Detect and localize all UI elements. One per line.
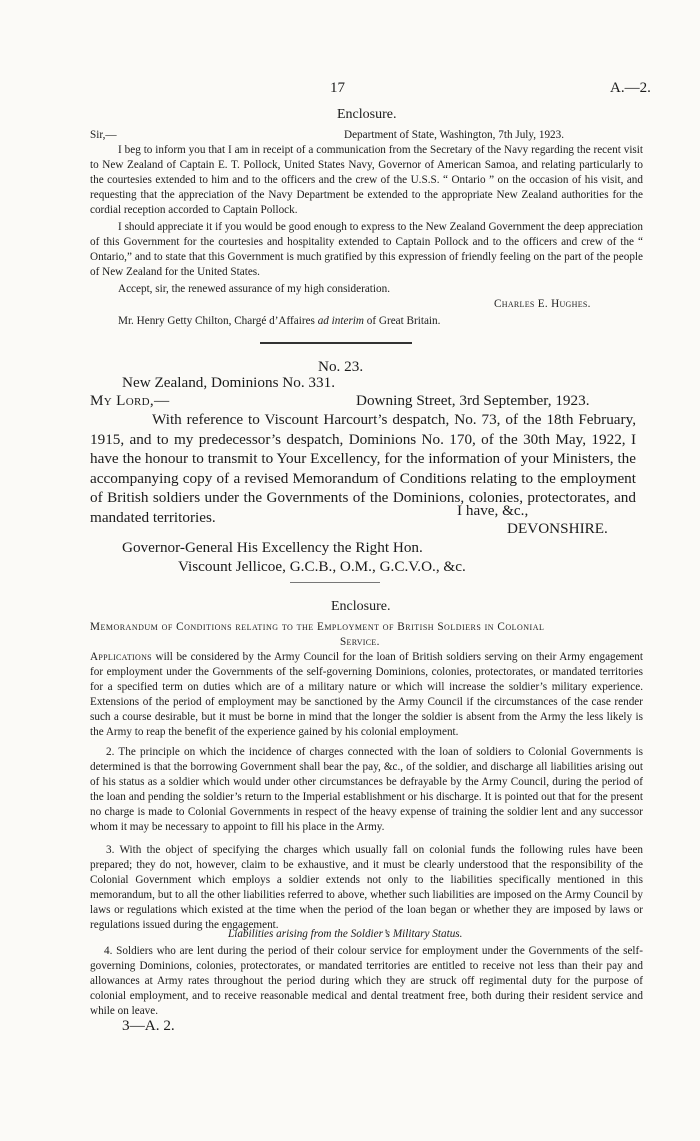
despatch-number: No. 23.	[318, 358, 364, 375]
memo-title-line2: Service.	[340, 636, 380, 648]
short-divider	[290, 582, 380, 583]
memo-paragraph-1	[90, 650, 643, 740]
despatch-addressee-line2: Viscount Jellicoe, G.C.B., O.M., G.C.V.O., &c.	[178, 558, 466, 575]
despatch-reference: New Zealand, Dominions No. 331.	[122, 374, 336, 391]
despatch-signature: DEVONSHIRE.	[507, 520, 608, 537]
addressee-text: Mr. Henry Getty Chilton, Chargé d’Affaires	[118, 315, 318, 327]
memo-paragraph-3: 3. With the object of specifying the charges which usually fall on colonial funds the following rules have been prepared; they do not, however, claim to be exhaustive, and it must be clearly understood that the responsibility of the Colonial Government which employs a soldier extends not only to the liabilities specifically mentioned in this memorandum, but to all the other liabilities referred to above, whether such liabilities are imposed on the Army Council by laws or regulations which existed at the time when the period of the loan began or whether they are imposed by laws or regulations issued during the engagement.	[90, 844, 643, 931]
letter-paragraph-2: I should appreciate it if you would be good enough to express to the New Zealand Government the deep appreciation of this Government for the courtesies and hospitality extended to Captain Pollock and to the officers and crew of the “ Ontario,” and to state that this Government is much gratified by this expression of friendly feeling on the part of the people of New Zealand for the United States.	[90, 221, 643, 278]
page-reference: A.—2.	[610, 80, 651, 96]
enclosure-heading: Enclosure.	[337, 107, 397, 122]
memo-paragraph-2: 2. The principle on which the incidence of charges connected with the loan of soldiers to Colonial Governments is determined is that the borrowing Government shall bear the pay, &c., of the soldier, and discharge all liabilities arising out of his status as a soldier which would under other circumstances be defrayable by the Army Council, during the period of the loan and pending the soldier’s return to the Imperial establishment or his discharge. It is pointed out that for the present no charge is made to Colonial Governments in respect of the heavy expense of training the soldier lent and any successor whom it may be necessary to appoint to fill his place in the Army.	[90, 746, 643, 833]
memo-paragraph-1-text: will be considered by the Army Council for the loan of British soldiers serving on their Army engagement for employment under the Governments of the self-governing Dominions, colonies, protectorates, or mandated territories for a specified term on duties which are of a military nature or which will increase the soldier’s military experience. Extensions of the period of employment may be sanctioned by the Army Council if the circumstances of the case render such a course desirable, but it must be borne in mind that the longer the soldier is absent from the Army the less likely is the Army to reap the benefit of the experience gained by his colonial employment.	[90, 651, 643, 738]
despatch-body: With reference to Viscount Harcourt’s despatch, No. 73, of the 18th February, 1915, and to my predecessor’s despatch, Dominions No. 170, of the 30th May, 1922, I have the honour to transmit to Your Excellency, for the information of your Ministers, the accompanying copy of a revised Memorandum of Conditions relating to the employment of British soldiers under the Governments of the Dominions, colonies, protectorates, and mandated territories.	[90, 411, 636, 526]
memo-enclosure-heading: Enclosure.	[331, 599, 391, 614]
letter-paragraph-1: I beg to inform you that I am in receipt of a communication from the Secretary of the Navy regarding the recent visit to New Zealand of Captain E. T. Pollock, United States Navy, Governor of American Samoa, and relating particularly to the courtesies extended to him and to the officers and the crew of the U.S.S. “ Ontario ” on the occasion of his visit, and requesting that the appreciation of the Navy Department be extended to the appropriate New Zealand authorities for the cordial reception accorded to Captain Pollock.	[90, 144, 643, 216]
despatch-closing: I have, &c.,	[457, 502, 529, 519]
addressee-suffix: of Great Britain.	[364, 315, 441, 327]
memo-title-line1: Memorandum of Conditions relating to the Employment of British Soldiers in Colonial	[90, 621, 545, 633]
despatch-salutation: My Lord,—	[90, 392, 170, 409]
letter-address-date: Department of State, Washington, 7th July, 1923.	[344, 129, 565, 141]
letter-signature: Charles E. Hughes.	[494, 298, 591, 310]
letter-addressee	[118, 314, 440, 329]
memo-subheading: Liabilities arising from the Soldier’s Military Status.	[228, 928, 463, 940]
addressee-italic: ad interim	[317, 315, 364, 327]
letter-salutation: Sir,—	[90, 129, 117, 141]
section-divider	[260, 342, 412, 344]
printer-signature-mark: 3—A. 2.	[122, 1017, 175, 1034]
memo-paragraph-4: 4. Soldiers who are lent during the period of their colour service for employment under the Governments of the self-governing Dominions, colonies, protectorates, or mandated territories are entitled to receive not less than their pay and allowances at Army rates throughout the period during which they are struck off regimental duty for the purpose of colonial employment, and to receive reasonable medical and dental treatment free, both during their resident service and while on leave.	[90, 945, 643, 1017]
memo-paragraph-1-lead: Applications	[90, 651, 152, 663]
despatch-addressee-line1: Governor-General His Excellency the Right Hon.	[122, 539, 423, 556]
despatch-address-date: Downing Street, 3rd September, 1923.	[356, 392, 590, 409]
letter-closing: Accept, sir, the renewed assurance of my high consideration.	[118, 283, 390, 295]
page-number: 17	[330, 80, 345, 96]
